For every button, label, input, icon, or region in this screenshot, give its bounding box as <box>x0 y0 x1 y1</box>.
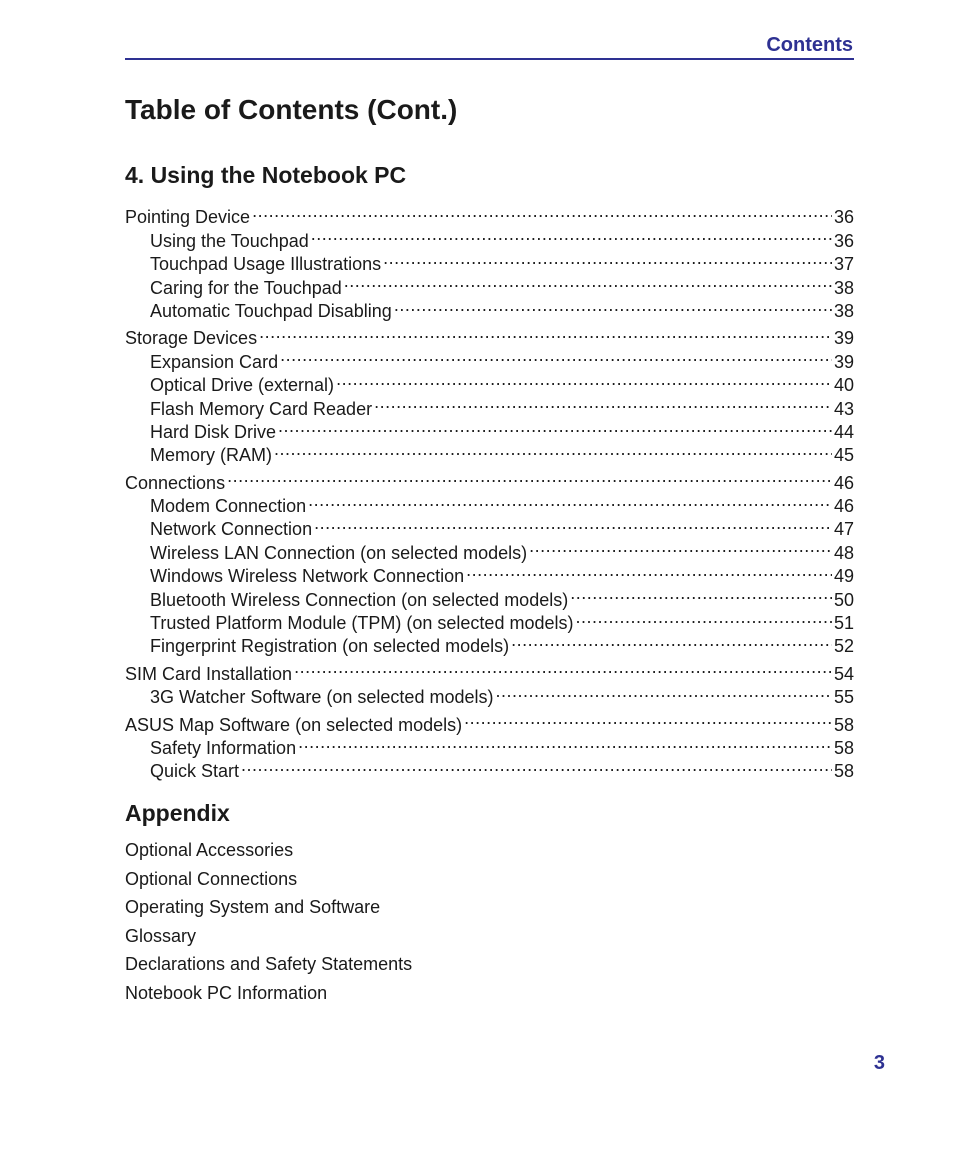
toc-entry-label: ASUS Map Software (on selected models) <box>125 714 463 735</box>
toc-entry[interactable] <box>125 200 854 228</box>
toc-page-number: 49 <box>833 566 854 587</box>
toc-entry-label: SIM Card Installation <box>125 663 293 684</box>
toc-entry-label: Wireless LAN Connection (on selected models) <box>150 542 528 563</box>
toc-page-number: 39 <box>833 351 854 372</box>
toc-group <box>125 200 854 321</box>
toc-dot-leader <box>298 731 832 754</box>
toc-page-number: 36 <box>833 207 854 228</box>
toc-entry-label: Touchpad Usage Illustrations <box>150 254 382 275</box>
section-heading: 4. Using the Notebook PC <box>125 162 407 188</box>
toc-group <box>125 656 854 708</box>
toc-page-number: 58 <box>833 714 854 735</box>
running-header: Contents <box>766 34 853 56</box>
toc-page-number: 44 <box>833 421 854 442</box>
toc-dot-leader <box>383 247 832 270</box>
toc-page-number: 45 <box>833 445 854 466</box>
toc-entry-label: Expansion Card <box>150 351 279 372</box>
toc-page-number: 46 <box>833 496 854 517</box>
toc-dot-leader <box>308 489 832 512</box>
toc-dot-leader <box>464 707 832 730</box>
appendix-item[interactable]: Glossary <box>125 925 197 946</box>
toc-page-number: 37 <box>833 254 854 275</box>
toc-dot-leader <box>529 535 832 558</box>
header-rule <box>125 58 854 60</box>
toc-entry-label: Network Connection <box>150 519 313 540</box>
toc-dot-leader <box>495 680 831 703</box>
appendix-heading: Appendix <box>125 800 230 826</box>
toc-page-number: 48 <box>833 542 854 563</box>
toc-page-number: 52 <box>833 636 854 657</box>
toc-entry-label: Connections <box>125 472 226 493</box>
toc-dot-leader <box>294 656 832 679</box>
toc-page-number: 58 <box>833 737 854 758</box>
toc-list <box>125 200 854 781</box>
toc-page-number: 55 <box>833 687 854 708</box>
toc-dot-leader <box>575 606 831 629</box>
toc-entry-label: Hard Disk Drive <box>150 421 277 442</box>
toc-dot-leader <box>344 270 832 293</box>
toc-group <box>125 465 854 657</box>
appendix-item[interactable]: Optional Accessories <box>125 840 294 860</box>
toc-entry[interactable] <box>125 656 854 684</box>
toc-dot-leader <box>227 465 832 488</box>
toc-dot-leader <box>252 200 832 223</box>
toc-entry-label: Pointing Device <box>125 207 251 228</box>
appendix-item[interactable]: Declarations and Safety Statements <box>125 954 413 975</box>
toc-dot-leader <box>311 223 832 246</box>
toc-entry[interactable] <box>125 465 854 493</box>
page-title: Table of Contents (Cont.) <box>125 94 458 125</box>
appendix-item[interactable]: Optional Connections <box>125 868 298 889</box>
toc-page-number: 39 <box>833 328 854 349</box>
toc-dot-leader <box>278 415 832 438</box>
toc-entry-label: Modem Connection <box>150 496 307 517</box>
page-number: 3 <box>873 1052 885 1074</box>
toc-page-number: 58 <box>833 761 854 782</box>
toc-entry-label: Using the Touchpad <box>150 230 309 251</box>
toc-page-number: 40 <box>833 375 854 396</box>
toc-entry-label: Automatic Touchpad Disabling <box>150 300 392 321</box>
toc-entry[interactable] <box>125 707 854 735</box>
toc-page-number: 54 <box>833 663 854 684</box>
toc-page-number: 43 <box>833 398 854 419</box>
toc-entry-label: 3G Watcher Software (on selected models) <box>150 687 494 708</box>
toc-dot-leader <box>314 512 832 535</box>
appendix-item[interactable]: Notebook PC Information <box>125 982 328 1003</box>
toc-entry-label: Windows Wireless Network Connection <box>150 566 465 587</box>
toc-entry-label: Bluetooth Wireless Connection (on selected models) <box>150 589 569 610</box>
toc-dot-leader <box>259 321 832 344</box>
toc-group <box>125 707 854 782</box>
toc-entry-label: Caring for the Touchpad <box>150 277 342 298</box>
toc-dot-leader <box>336 368 832 391</box>
toc-page-number: 50 <box>833 589 854 610</box>
appendix-list <box>125 838 625 1010</box>
toc-page-number: 38 <box>833 300 854 321</box>
toc-entry-label: Optical Drive (external) <box>150 375 335 396</box>
toc-dot-leader <box>570 582 832 605</box>
toc-group <box>125 321 854 466</box>
toc-entry-label: Storage Devices <box>125 328 258 349</box>
toc-dot-leader <box>511 629 832 652</box>
toc-entry[interactable] <box>125 321 854 349</box>
toc-dot-leader <box>466 559 832 582</box>
toc-subentry[interactable] <box>125 489 854 517</box>
toc-page-number: 46 <box>833 472 854 493</box>
toc-dot-leader <box>374 391 832 414</box>
toc-entry-label: Memory (RAM) <box>150 445 272 466</box>
toc-page-number: 38 <box>833 277 854 298</box>
toc-entry-label: Fingerprint Registration (on selected models) <box>150 636 510 657</box>
toc-dot-leader <box>394 294 832 317</box>
toc-page-number: 36 <box>833 230 854 251</box>
appendix-item[interactable]: Operating System and Software <box>125 897 381 918</box>
toc-page-number: 47 <box>833 519 854 540</box>
toc-dot-leader <box>274 438 832 461</box>
toc-entry-label: Flash Memory Card Reader <box>150 398 373 419</box>
toc-entry-label: Trusted Platform Module (TPM) (on selected models) <box>150 613 574 634</box>
toc-page-number: 51 <box>833 613 854 634</box>
toc-dot-leader <box>280 344 832 367</box>
toc-entry-label: Quick Start <box>150 761 240 782</box>
toc-dot-leader <box>241 754 832 777</box>
toc-entry-label: Safety Information <box>150 737 297 758</box>
